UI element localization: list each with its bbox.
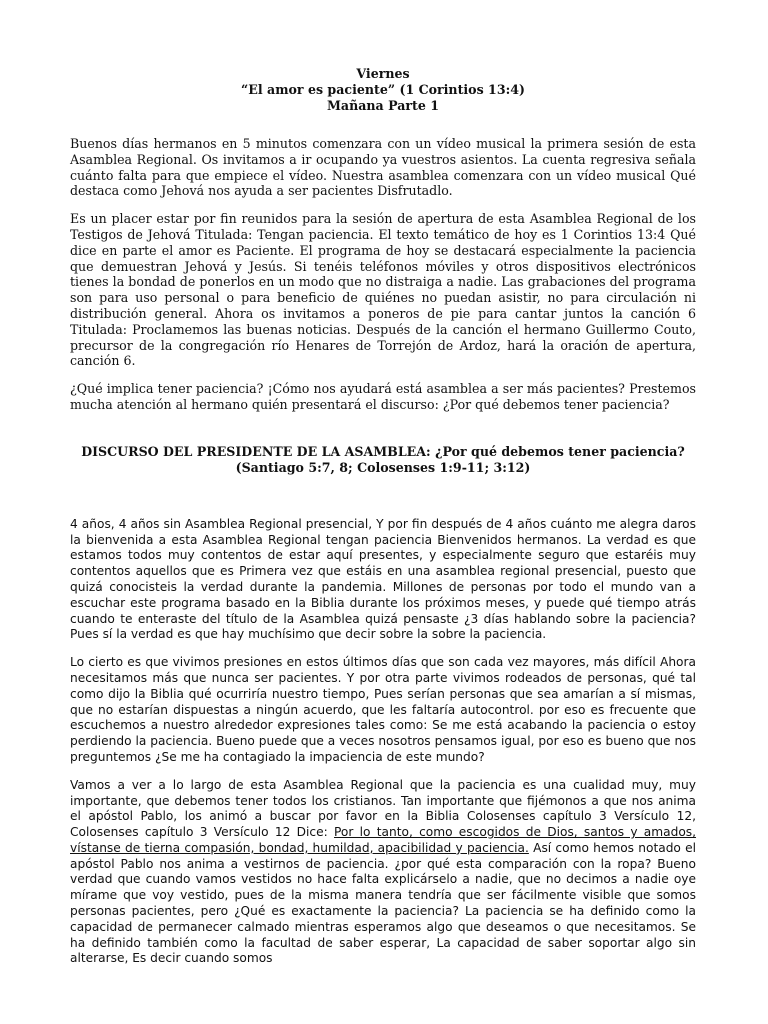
underlined-bible-quote: Por lo tanto, como escogidos de Dios, santos y amados, vístanse de tierna compasión, bondad, humildad, apacibilidad y paciencia. — [70, 825, 697, 855]
session-title: Mañana Parte 1 — [326, 98, 440, 113]
discourse-paragraph-1: 4 años, 4 años sin Asamblea Regional presencial, Y por fin después de 4 años cuánto me alegra daros la bienvenida a esta Asamblea Regional tengan paciencia Bienvenidos hermanos. La verdad es que estamos todos muy contentos de estar aquí presentes, y especialmente seguro que estaréis muy contentos aquellos que es Primera vez que estáis en una asamblea regional presencial, puesto que quizá conocisteis la verdad durante la pandemia. Millones de personas por todo el mundo van a escuchar este programa basado en la Biblia durante los próximos meses, y puede qué tiempo atrás cuando te enteraste del título de la Asamblea quizá pensaste ¿3 días hablando sobre la paciencia? Pues sí la verdad es que hay muchísimo que decir sobre la sobre la paciencia. — [70, 516, 696, 642]
intro-paragraph-3: ¿Qué implica tener paciencia? ¡Cómo nos ayudará está asamblea a ser más pacientes? Prestemos mucha atención al hermano quién presentará el discurso: ¿Por qué debemos tener paciencia? — [70, 381, 696, 412]
discourse-heading-line-1: DISCURSO DEL PRESIDENTE DE LA ASAMBLEA: ¿Por qué debemos tener paciencia? — [81, 443, 685, 459]
title-block — [70, 66, 696, 114]
discourse-heading-line-2: (Santiago 5:7, 8; Colosenses 1:9-11; 3:12) — [235, 460, 531, 476]
discourse-heading — [70, 444, 696, 477]
intro-paragraph-2: Es un placer estar por fin reunidos para la sesión de apertura de esta Asamblea Regional de los Testigos de Jehová Titulada: Tengan paciencia. El texto temático de hoy es 1 Corintios 13:4 Qué dice en parte el amor es Paciente. El programa de hoy se destacará especialmente la paciencia que demuestran Jehová y Jesús. Si tenéis teléfonos móviles y otros dispositivos electrónicos tienes la bondad de ponerlos en un modo que no distraiga a nadie. Las grabaciones del programa son para uso personal o para beneficio de quiénes no puedan asistir, no para circulación ni distribución general. Ahora os invitamos a poneros de pie para cantar juntos la canción 6 Titulada: Proclamemos las buenas noticias. Después de la canción el hermano Guillermo Couto, precursor de la congregación río Henares de Torrejón de Ardoz, hará la oración de apertura, canción 6. — [70, 211, 696, 369]
discourse-paragraph-2: Lo cierto es que vivimos presiones en estos últimos días que son cada vez mayores, más difícil Ahora necesitamos más que nunca ser pacientes. Y por otra parte vivimos rodeados de personas, qué tal como dijo la Biblia qué ocurriría nuestro tiempo, Pues serían personas que sea amarían a sí mismas, que no estarían dispuestas a ningún acuerdo, que les faltaría autocontrol. por eso es frecuente que escuchemos a nuestro alrededor expresiones tales como: Se me está acabando la paciencia o estoy perdiendo la paciencia. Bueno puede que a veces nosotros pensamos igual, por eso es bueno que nos preguntemos ¿Se me ha contagiado la impaciencia de este mundo? — [70, 655, 696, 764]
paragraph-text-after-quote: Así como hemos notado el apóstol Pablo nos anima a vestirnos de paciencia. ¿por qué esta comparación con la ropa? Bueno verdad que cuando vamos vestidos no hace falta explicárselo a nadie, que no decimos a nadie oye mírame que voy vestido, pues de la misma manera tendría que ser fácilmente visible que somos personas pacientes, pero ¿Qué es exactamente la paciencia? La paciencia se ha definido como la capacidad de permanecer calmado mientras esperamos algo que deseamos o que necesitamos. Se ha definido también como la facultad de saber esperar, La capacidad de saber soportar algo sin alterarse, Es decir cuando somos — [70, 840, 696, 966]
day-title: Viernes — [356, 66, 410, 81]
theme-title: “El amor es paciente” (1 Corintios 13:4) — [241, 82, 525, 97]
paragraph-text-before-quote: Vamos a ver a lo largo de esta Asamblea Regional que la paciencia es una cualidad muy, muy importante, que debemos tener todos los cristianos. Tan importante que fijémonos a que nos anima el apóstol Pablo, los animó a buscar por favor en la Biblia Colosenses capítulo 3 Versículo 12, Colosenses capítulo 3 Versículo 12 Dice: — [70, 777, 696, 840]
intro-paragraph-1: Buenos días hermanos en 5 minutos comenzara con un vídeo musical la primera sesión de esta Asamblea Regional. Os invitamos a ir ocupando ya vuestros asientos. La cuenta regresiva señala cuánto falta para que empiece el vídeo. Nuestra asamblea comenzara con un vídeo musical Qué destaca como Jehová nos ayuda a ser pacientes Disfrutadlo. — [70, 136, 696, 199]
discourse-paragraph-3 — [70, 778, 696, 968]
